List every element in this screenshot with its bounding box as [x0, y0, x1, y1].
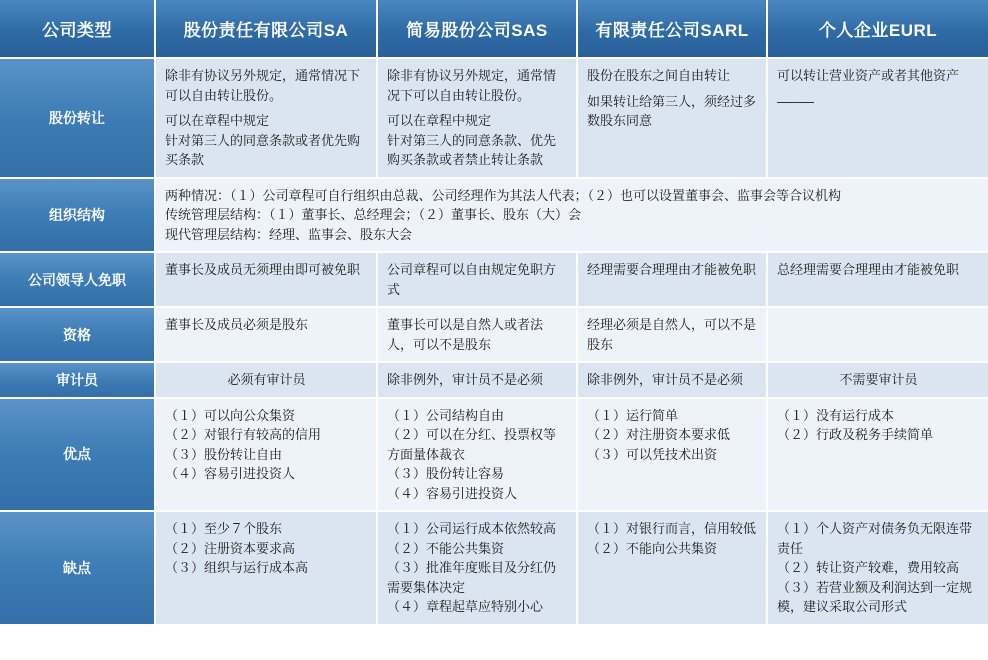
cell-text: （１）公司运行成本依然较高 （２）不能公共集资 （３）批准年度账目及分红仍需要集体决定 （４）章程起草应特别小心	[387, 521, 557, 614]
table-cell	[155, 511, 377, 625]
table-cell	[155, 307, 377, 362]
table-row	[0, 511, 988, 625]
table-cell	[155, 58, 377, 178]
cell-text: 可以在章程中规定 针对第三人的同意条款或者优先购买条款	[165, 113, 361, 167]
table-cell	[577, 511, 767, 625]
cell-text: 可以在章程中规定 针对第三人的同意条款、优先购买条款或者禁止转让条款	[387, 113, 557, 167]
cell-text: 可以转让营业资产或者其他资产	[777, 68, 960, 83]
cell-text: 经理必须是自然人，可以不是股东	[587, 317, 757, 352]
table-cell	[377, 252, 577, 307]
table-row	[0, 362, 988, 398]
header-eurl: 个人企业EURL	[767, 0, 988, 58]
table-cell	[577, 58, 767, 178]
table-body	[0, 58, 988, 625]
table-cell	[155, 362, 377, 398]
cell-text: 董事长及成员必须是股东	[165, 317, 309, 332]
cell-text: （１）对银行而言，信用较低 （２）不能向公共集资	[587, 521, 757, 556]
table-cell	[377, 398, 577, 512]
table-cell	[155, 252, 377, 307]
table-cell	[577, 307, 767, 362]
cell-text: （１）公司结构自由 （２）可以在分红、投票权等方面量体裁衣 （３）股份转让容易 （４）容易引进投资人	[387, 407, 557, 501]
table-cell	[767, 511, 988, 625]
row-label: 股份转让	[0, 58, 155, 178]
cell-text: 除非有协议另外规定，通常情况下可以自由转让股份。	[165, 68, 361, 103]
table-row	[0, 178, 988, 253]
table-cell	[577, 398, 767, 512]
row-label: 优点	[0, 398, 155, 512]
table-cell	[577, 252, 767, 307]
cell-text: 公司章程可以自由规定免职方式	[387, 262, 557, 297]
row-label: 组织结构	[0, 178, 155, 253]
cell-text: （１）没有运行成本 （２）行政及税务手续简单	[777, 407, 934, 442]
cell-text: 如果转让给第三人，须经过多数股东同意	[587, 93, 757, 128]
row-label: 资格	[0, 307, 155, 362]
header-sa: 股份责任有限公司SA	[155, 0, 377, 58]
table-cell	[377, 511, 577, 625]
cell-text: 两种情况：（１）公司章程可自行组织由总裁、公司经理作为其法人代表；（２）也可以设置董事会、监事会等合议机构 传统管理层结构：（１）董事长、总经理会；（２）董事长、股东（大）会 现代管理层结构：经理、监事会、股东大会	[165, 187, 842, 242]
cell-text: （１）个人资产对债务负无限连带责任 （２）转让资产较难，费用较高 （３）若营业额及利润达到一定规模，建议采取公司形式	[777, 521, 973, 614]
table-row	[0, 307, 988, 362]
cell-text: ———	[777, 93, 813, 109]
cell-text: 必须有审计员	[227, 372, 306, 387]
table-cell	[767, 362, 988, 398]
cell-text: 除非例外，审计员不是必须	[587, 372, 744, 387]
cell-text: 董事长可以是自然人或者法人，可以不是股东	[387, 317, 544, 352]
cell-text: 股份在股东之间自由转让	[587, 68, 731, 83]
cell-text: 不需要审计员	[839, 372, 918, 387]
header-sarl: 有限责任公司SARL	[577, 0, 767, 58]
row-label: 审计员	[0, 362, 155, 398]
cell-text: 除非有协议另外规定，通常情况下可以自由转让股份。	[387, 68, 557, 103]
table-row	[0, 398, 988, 512]
table-cell	[767, 252, 988, 307]
row-label: 缺点	[0, 511, 155, 625]
table-cell	[767, 307, 988, 362]
table-cell	[155, 398, 377, 512]
table-cell	[377, 307, 577, 362]
table-cell	[155, 178, 988, 253]
header-company-type: 公司类型	[0, 0, 155, 58]
table-cell	[767, 398, 988, 512]
row-label: 公司领导人免职	[0, 252, 155, 307]
cell-text: 总经理需要合理理由才能被免职	[777, 262, 960, 277]
table-row	[0, 252, 988, 307]
table-cell	[377, 362, 577, 398]
cell-text: 董事长及成员无须理由即可被免职	[165, 262, 361, 277]
cell-text: （１）运行简单 （２）对注册资本要求低 （３）可以凭技术出资	[587, 407, 731, 462]
table-header-row	[0, 0, 988, 58]
table-cell	[577, 362, 767, 398]
table-row	[0, 58, 988, 178]
cell-text: 除非例外，审计员不是必须	[387, 372, 544, 387]
table-cell	[767, 58, 988, 178]
table-cell	[377, 58, 577, 178]
cell-text: （１）至少７个股东 （２）注册资本要求高 （３）组织与运行成本高	[165, 521, 309, 575]
cell-text: （１）可以向公众集资 （２）对银行有较高的信用 （３）股份转让自由 （４）容易引进投资人	[165, 407, 322, 481]
header-sas: 简易股份公司SAS	[377, 0, 577, 58]
cell-text: 经理需要合理理由才能被免职	[587, 262, 757, 277]
